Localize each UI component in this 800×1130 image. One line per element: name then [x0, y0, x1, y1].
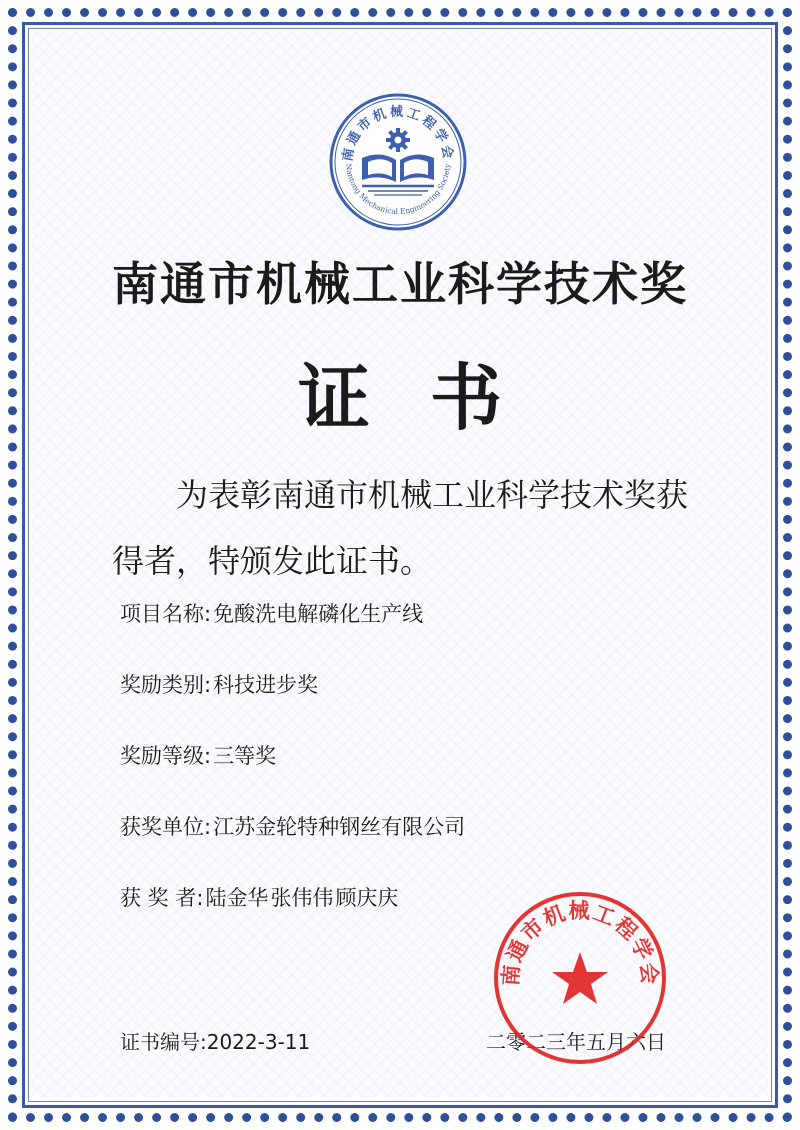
certificate-date: 二零二三年五月六日: [486, 1030, 666, 1054]
official-seal-icon: [492, 890, 668, 1066]
award-statement: 为表彰南通市机械工业科学技术奖获得者，特颁发此证书。: [112, 476, 689, 580]
award-level-value: 三等奖: [213, 744, 277, 768]
award-winner-name: 陆金华: [205, 886, 269, 910]
society-logo-icon: [328, 92, 468, 232]
award-unit-row: [120, 811, 680, 882]
certificate-number: 证书编号:2022-3-11: [120, 1030, 311, 1054]
svg-text:南通市机械工程学会: 南通市机械工程学会: [497, 898, 663, 987]
award-winner-name: 张伟伟: [270, 886, 334, 910]
award-level-label: 奖励等级:: [120, 744, 212, 768]
project-name-value: 免酸洗电解磷化生产线: [213, 602, 424, 626]
award-category-row: [120, 669, 680, 740]
svg-text:Nantong Mechanical Engineering: Nantong Mechanical Engineering Society: [343, 163, 453, 217]
award-level-row: [120, 740, 680, 811]
award-unit-value: 江苏金轮特种钢丝有限公司: [213, 815, 466, 839]
project-name-label: 项目名称:: [120, 602, 212, 626]
project-name-row: [120, 598, 680, 669]
award-winners-label: 获 奖 者:: [120, 886, 204, 910]
award-unit-label: 获奖单位:: [120, 815, 212, 839]
certificate-heading: 证书: [297, 355, 562, 440]
svg-text:南通市机械工程学会: 南通市机械工程学会: [340, 105, 456, 163]
certificate-title: 南通市机械工业科学技术奖: [112, 257, 688, 311]
award-category-value: 科技进步奖: [213, 673, 319, 697]
award-winner-name: 顾庆庆: [335, 886, 399, 910]
award-category-label: 奖励类别:: [120, 673, 212, 697]
